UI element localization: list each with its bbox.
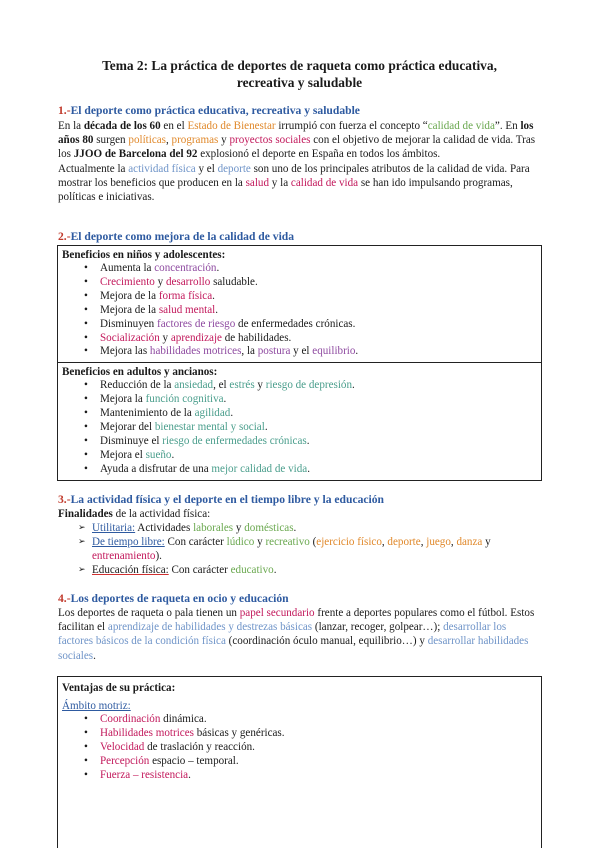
highlighted-term: desarrollo bbox=[165, 275, 211, 288]
text-run: los años 80 bbox=[58, 120, 534, 147]
highlighted-term: programas bbox=[171, 134, 219, 147]
highlighted-term: ansiedad bbox=[174, 379, 214, 392]
highlighted-term: domésticas bbox=[244, 522, 294, 534]
section-3-heading bbox=[58, 493, 384, 506]
text-run: . bbox=[216, 262, 220, 274]
list-item bbox=[62, 421, 541, 435]
highlighted-term: función cognitiva bbox=[145, 393, 224, 406]
text-run: ”. En bbox=[494, 120, 521, 132]
benefits-ninos-title: Beneficios en niños y adolescentes: bbox=[62, 249, 226, 261]
highlighted-term: habilidades motrices bbox=[149, 345, 242, 358]
benefits-adultos-title: Beneficios en adultos y ancianos: bbox=[62, 366, 218, 379]
highlighted-term: forma física bbox=[158, 289, 213, 302]
text-run: . bbox=[212, 289, 215, 302]
finalidades-label: Finalidades bbox=[58, 508, 113, 520]
text-run: (coordinación óculo manual, equilibrio…) y bbox=[225, 635, 428, 648]
text-run: ( bbox=[309, 536, 317, 548]
text-run: Mejora las bbox=[100, 345, 150, 358]
title-line-2: recreativa y saludable bbox=[236, 75, 363, 90]
text-run: Reducción de la bbox=[100, 379, 175, 392]
highlighted-term: factores de riesgo bbox=[157, 317, 236, 330]
text-run: en el bbox=[160, 120, 188, 132]
text-run: Mejora la bbox=[100, 393, 146, 406]
benefits-adultos-cell bbox=[58, 362, 541, 479]
list-item bbox=[58, 521, 542, 535]
list-item bbox=[62, 345, 541, 359]
ambito-motriz-list bbox=[62, 713, 541, 783]
text-run: . bbox=[352, 379, 355, 392]
highlighted-term: calidad de vida bbox=[427, 120, 495, 132]
highlighted-term: mejor calidad de vida bbox=[211, 462, 308, 475]
list-item bbox=[58, 535, 542, 563]
highlighted-term: salud bbox=[245, 176, 270, 189]
text-run: , el bbox=[213, 379, 230, 392]
text-run: y bbox=[159, 331, 171, 344]
text-run: , bbox=[165, 134, 172, 147]
text-run: con el objetivo de mejorar la calidad de vida. Tras los bbox=[58, 134, 536, 161]
highlighted-term: aprendizaje bbox=[170, 331, 222, 344]
arrow-bullet-icon: ➢ bbox=[78, 537, 86, 547]
section-3-body bbox=[58, 507, 542, 577]
finalidades-rest: de la actividad física: bbox=[112, 508, 211, 520]
list-item bbox=[62, 393, 541, 407]
text-run: Mejora el bbox=[100, 448, 146, 461]
section-number: 2.- bbox=[58, 230, 71, 243]
text-run: se han ido impulsando programas, políticas e iniciativas. bbox=[58, 176, 513, 204]
section-title: Los deportes de raqueta en ocio y educación bbox=[70, 592, 289, 605]
text-run: , bbox=[381, 536, 388, 548]
list-item bbox=[62, 463, 541, 477]
highlighted-term: actividad física bbox=[128, 162, 196, 175]
item-label: Utilitaria: bbox=[92, 522, 136, 534]
highlighted-term: riesgo de enfermedades crónicas bbox=[162, 434, 307, 447]
highlighted-term: bienestar mental y social bbox=[154, 421, 265, 434]
highlighted-term: estrés bbox=[229, 379, 255, 392]
text-run: Disminuyen bbox=[100, 317, 158, 330]
text-run: surgen bbox=[93, 134, 129, 147]
text-run: Mejora de la bbox=[100, 303, 159, 316]
text-run: y bbox=[254, 536, 266, 548]
list-item bbox=[62, 332, 541, 346]
text-run: Los deportes de raqueta o pala tienen un bbox=[58, 607, 240, 619]
highlighted-term: aprendizaje de habilidades y destrezas básicas bbox=[107, 621, 313, 634]
text-run: de enfermedades crónicas. bbox=[235, 317, 356, 330]
highlighted-term: desarrollar los factores básicos de la condición física bbox=[58, 621, 507, 648]
benefits-adultos-list bbox=[62, 379, 541, 476]
list-item bbox=[62, 407, 541, 421]
section-title: El deporte como práctica educativa, recreativa y saludable bbox=[70, 104, 360, 117]
highlighted-term: salud mental bbox=[158, 303, 216, 316]
highlighted-term: desarrollar habilidades sociales bbox=[58, 635, 529, 662]
highlighted-term: laborales bbox=[193, 522, 234, 534]
ventajas-table bbox=[57, 676, 542, 848]
list-item bbox=[62, 290, 541, 304]
highlighted-term: Estado de Bienestar bbox=[187, 120, 276, 132]
text-run: . bbox=[355, 345, 359, 358]
text-run: Disminuye el bbox=[100, 434, 163, 447]
text-run: , la bbox=[241, 345, 258, 358]
text-run: Con carácter bbox=[164, 536, 227, 548]
highlighted-term: Percepción bbox=[100, 754, 150, 767]
text-run: Con carácter bbox=[168, 564, 231, 576]
text-run: de traslación y reacción. bbox=[144, 740, 255, 753]
text-run: , bbox=[420, 536, 427, 548]
title-line-1: Tema 2: La práctica de deportes de raqueta como práctica educativa, bbox=[102, 58, 497, 73]
document-title bbox=[40, 57, 559, 91]
text-run: y la bbox=[269, 176, 291, 189]
section-4-body bbox=[58, 606, 542, 663]
benefits-ninos-cell bbox=[58, 246, 541, 362]
text-run: Ayuda a disfrutar de una bbox=[100, 462, 212, 475]
text-run: y el bbox=[195, 162, 218, 175]
highlighted-term: Velocidad bbox=[100, 740, 145, 753]
item-label: Educación física: bbox=[92, 564, 169, 576]
highlighted-term: educativo bbox=[230, 564, 274, 576]
text-run: , bbox=[450, 536, 457, 548]
text-run: irrumpió con fuerza el concepto “ bbox=[275, 120, 428, 132]
list-item bbox=[62, 449, 541, 463]
list-item bbox=[62, 318, 541, 332]
list-item bbox=[62, 379, 541, 393]
text-run: . bbox=[273, 564, 277, 576]
text-run: y bbox=[154, 275, 166, 288]
finalidades-list bbox=[58, 521, 542, 577]
highlighted-term: deporte bbox=[217, 162, 251, 175]
text-run: . bbox=[93, 649, 96, 662]
text-run: . bbox=[230, 407, 234, 420]
benefits-table bbox=[57, 245, 542, 481]
list-item bbox=[58, 563, 542, 577]
text-run: espacio – temporal. bbox=[149, 754, 239, 767]
highlighted-term: deporte bbox=[387, 536, 421, 548]
text-run: En la bbox=[58, 120, 84, 132]
section-1-heading bbox=[58, 104, 360, 117]
text-run: y el bbox=[290, 345, 313, 358]
highlighted-term: calidad de vida bbox=[290, 176, 359, 189]
highlighted-term: riesgo de depresión bbox=[265, 379, 353, 392]
highlighted-term: papel secundario bbox=[239, 607, 315, 619]
section-number: 3.- bbox=[58, 493, 71, 506]
item-label: De tiempo libre: bbox=[92, 536, 165, 548]
text-run: (lanzar, recoger, golpear…); bbox=[312, 621, 444, 634]
section-4-heading bbox=[58, 592, 289, 605]
highlighted-term: sueño bbox=[145, 448, 172, 461]
highlighted-term: Fuerza – resistencia bbox=[100, 768, 189, 781]
text-run: explosionó el deporte en España en todos los ámbitos. bbox=[197, 148, 441, 161]
text-run: básicas y genéricas. bbox=[193, 726, 285, 739]
highlighted-term: concentración bbox=[154, 262, 217, 274]
text-run: . bbox=[171, 448, 175, 461]
paragraph bbox=[58, 119, 542, 162]
section-2-heading bbox=[58, 230, 294, 243]
highlighted-term: ejercicio físico bbox=[316, 536, 382, 548]
text-run: . bbox=[306, 434, 310, 447]
list-item bbox=[62, 727, 541, 741]
arrow-bullet-icon: ➢ bbox=[78, 523, 86, 533]
list-item bbox=[62, 755, 541, 769]
list-item bbox=[62, 713, 541, 727]
text-run: . bbox=[307, 462, 311, 475]
highlighted-term: Socialización bbox=[100, 331, 160, 344]
highlighted-term: danza bbox=[456, 536, 483, 548]
section-number: 4.- bbox=[58, 592, 71, 605]
text-run: frente a deportes populares como el fútbol. Estos facilitan el bbox=[58, 607, 535, 634]
text-run: y bbox=[254, 379, 266, 392]
section-title: El deporte como mejora de la calidad de vida bbox=[70, 230, 295, 243]
list-item bbox=[62, 304, 541, 318]
list-item bbox=[62, 741, 541, 755]
highlighted-term: Habilidades motrices bbox=[100, 726, 194, 739]
section-title: La actividad física y el deporte en el tiempo libre y la educación bbox=[70, 493, 384, 506]
text-run: Mejora de la bbox=[100, 289, 159, 302]
highlighted-term: Crecimiento bbox=[100, 275, 155, 288]
text-run: y bbox=[233, 522, 245, 534]
ambito-motriz-label: Ámbito motriz: bbox=[62, 700, 131, 712]
finalidades-intro bbox=[58, 507, 542, 521]
highlighted-term: agilidad bbox=[194, 407, 231, 420]
highlighted-term: recreativo bbox=[265, 536, 310, 548]
text-run: dinámica. bbox=[160, 713, 207, 725]
list-item bbox=[62, 262, 541, 276]
ventajas-title: Ventajas de su práctica: bbox=[62, 682, 176, 694]
highlighted-term: entrenamiento bbox=[92, 550, 156, 562]
paragraph bbox=[58, 162, 542, 205]
arrow-bullet-icon: ➢ bbox=[78, 565, 86, 575]
text-run: JJOO de Barcelona del 92 bbox=[73, 148, 198, 161]
list-item bbox=[62, 276, 541, 290]
text-run: . bbox=[188, 768, 191, 781]
list-item bbox=[62, 769, 541, 783]
highlighted-term: postura bbox=[257, 345, 291, 358]
text-run: ). bbox=[155, 550, 162, 562]
text-run: década de los 60 bbox=[83, 120, 161, 132]
text-run: y bbox=[218, 134, 230, 147]
text-run: . bbox=[264, 421, 268, 434]
text-run: Actividades bbox=[135, 522, 194, 534]
text-run: son uno de los principales atributos de la calidad de vida. Para mostrar los beneficios que producen en la bbox=[58, 162, 530, 189]
text-run: . bbox=[293, 522, 297, 534]
list-item bbox=[62, 435, 541, 449]
text-run: . bbox=[223, 393, 227, 406]
text-run: . bbox=[215, 303, 219, 316]
highlighted-term: políticas bbox=[128, 134, 166, 147]
benefits-ninos-list bbox=[62, 262, 541, 359]
highlighted-term: lúdico bbox=[226, 536, 255, 548]
paragraph bbox=[58, 606, 542, 663]
highlighted-term: equilibrio bbox=[312, 345, 356, 358]
text-run: Aumenta la bbox=[100, 262, 155, 274]
section-1-body bbox=[58, 119, 542, 204]
highlighted-term: Coordinación bbox=[100, 713, 161, 725]
ventajas-cell bbox=[58, 677, 541, 786]
text-run: Mantenimiento de la bbox=[100, 407, 195, 420]
text-run: saludable. bbox=[210, 275, 258, 288]
section-number: 1.- bbox=[58, 104, 71, 117]
text-run: de habilidades. bbox=[221, 331, 292, 344]
highlighted-term: juego bbox=[426, 536, 451, 548]
text-run: Actualmente la bbox=[58, 162, 129, 175]
text-run: y bbox=[482, 536, 491, 548]
highlighted-term: proyectos sociales bbox=[229, 134, 311, 147]
text-run: Mejorar del bbox=[100, 421, 155, 434]
